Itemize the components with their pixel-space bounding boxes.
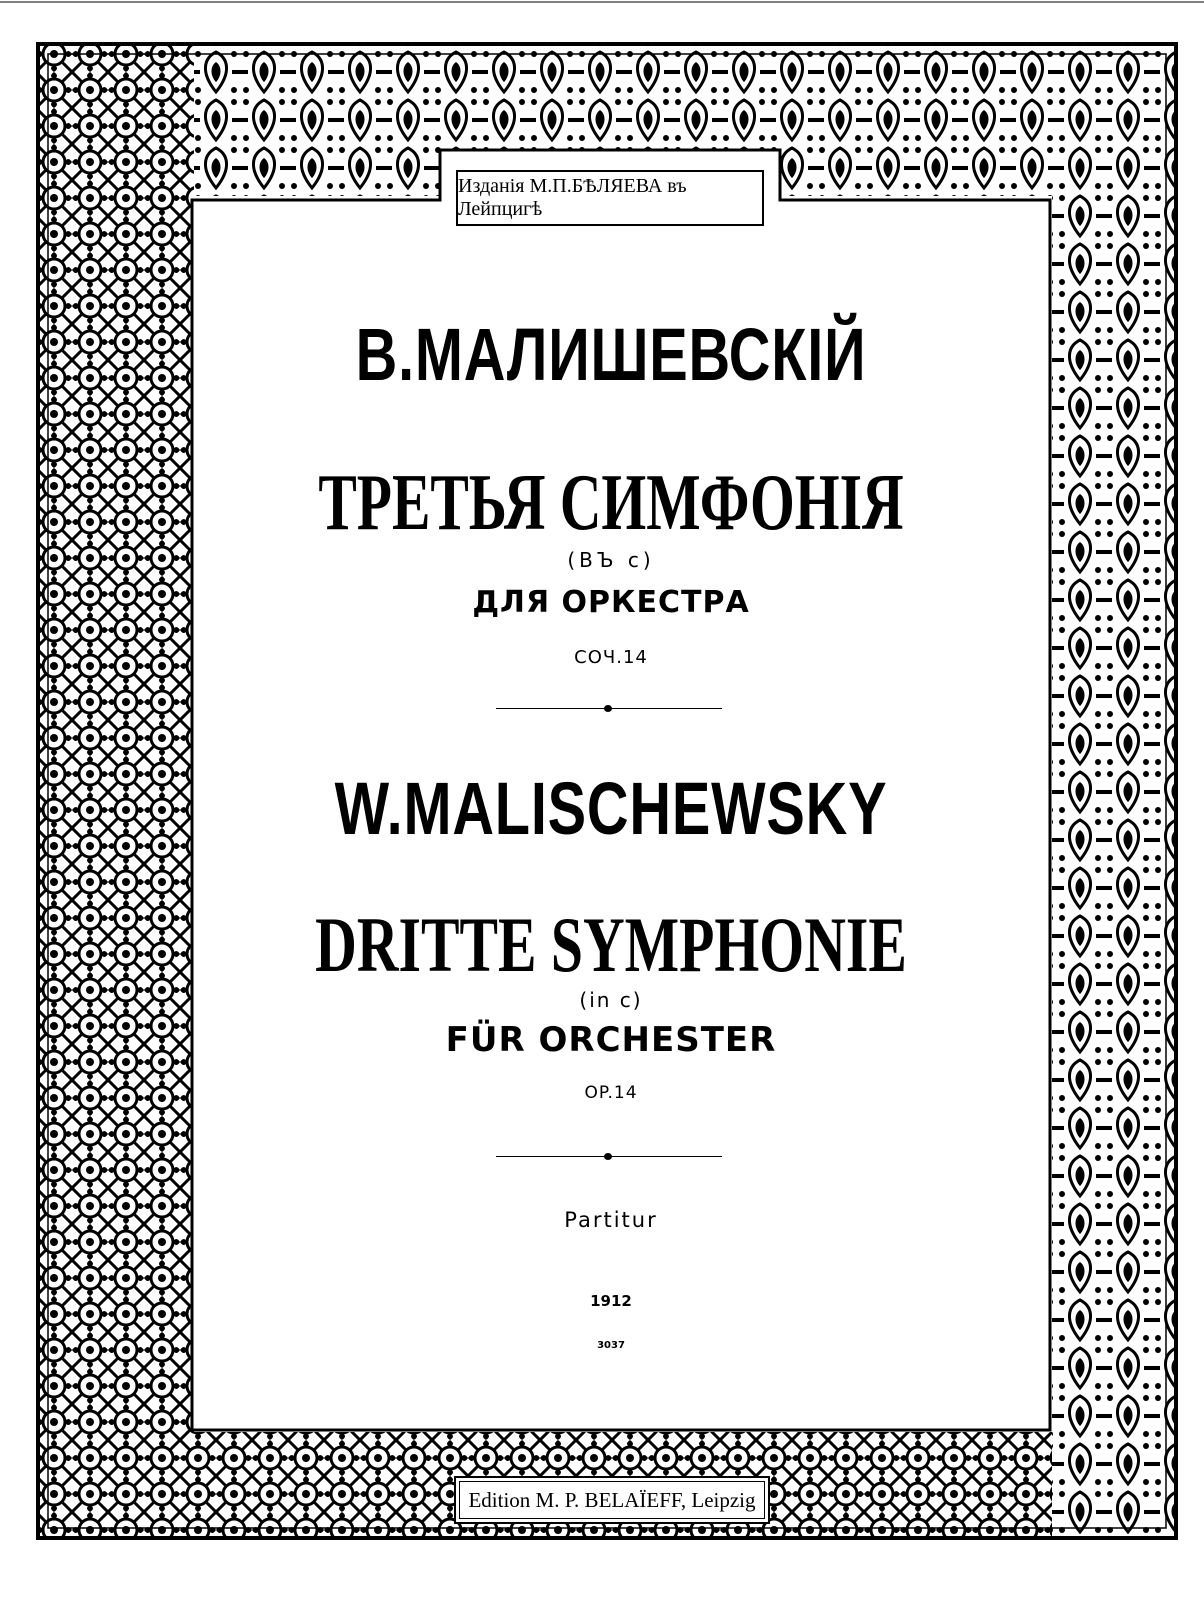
publisher-label-bottom <box>454 1476 770 1524</box>
opus-russian: СОЧ.14 <box>574 647 648 668</box>
divider-ornament <box>604 705 612 712</box>
title-russian: ТРЕТЬЯ СИМФОНІЯ <box>318 459 904 547</box>
divider-rule <box>496 1156 722 1157</box>
instrumentation-russian: ДЛЯ ОРКЕСТРА <box>472 585 750 620</box>
key-german: (in c) <box>579 988 643 1012</box>
key-russian: (ВЪ с) <box>567 548 655 572</box>
opus-german: OP.14 <box>584 1083 638 1103</box>
divider-ornament <box>604 1153 612 1160</box>
publisher-top-text: Изданія М.П.БѢЛЯЕВА въ Лейпцигѣ <box>458 175 687 220</box>
publisher-bottom-text: Edition M. P. BELAÏEFF, Leipzig <box>459 1481 764 1519</box>
publication-year: 1912 <box>590 1292 632 1310</box>
publisher-label-top <box>456 170 764 226</box>
composer-name-russian: В.МАЛИШЕВСКІЙ <box>355 313 867 396</box>
instrumentation-german: FÜR ORCHESTER <box>445 1020 777 1060</box>
composer-name-german: W.MALISCHEWSKY <box>334 767 888 850</box>
score-type: Partitur <box>564 1208 658 1232</box>
plate-number: 3037 <box>597 1340 625 1351</box>
divider-rule <box>496 708 722 709</box>
title-german: DRITTE SYMPHONIE <box>315 901 907 988</box>
